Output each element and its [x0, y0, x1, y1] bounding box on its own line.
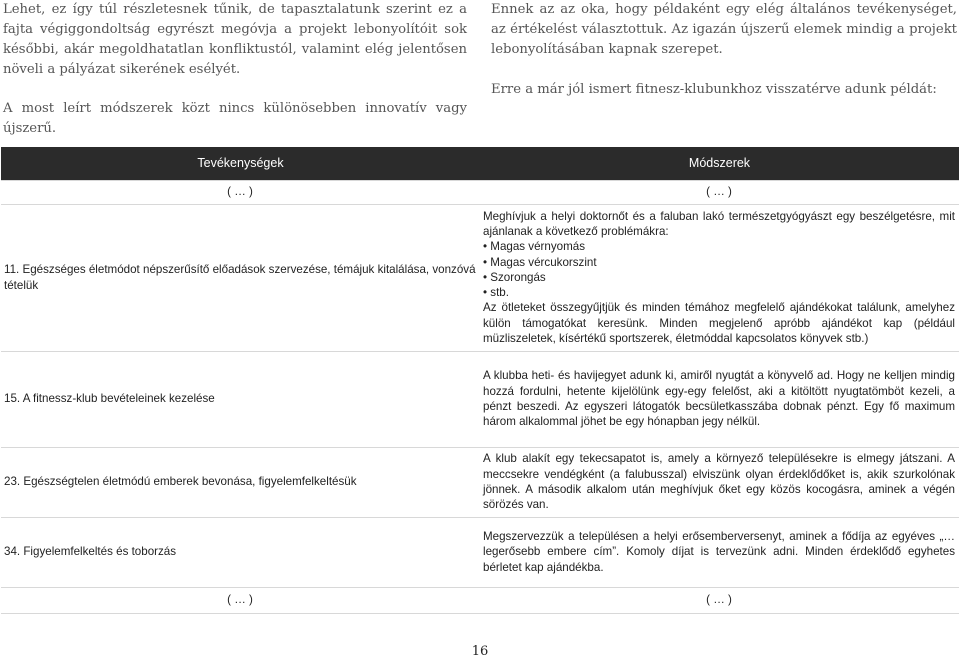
list-item: • stb.	[483, 285, 955, 300]
ellipsis-cell: ( … )	[1, 180, 480, 204]
ellipsis-cell: ( … )	[480, 180, 959, 204]
activity-cell: 23. Egészségtelen életmódú emberek bevonása, figyelemfelkeltésük	[1, 447, 480, 517]
ellipsis-cell: ( … )	[1, 587, 480, 613]
table-header-row	[1, 147, 959, 180]
method-cell: A klubba heti- és havijegyet adunk ki, amiről nyugtát a könyvelő ad. Hogy ne kelljen mindig hozzá fordulni, hetente kijelölünk egy-egy felelőst, aki a kitöltött nyugtatömböt kezeli, a pénzt beszedi. Az egyszeri látogatók becsületkasszába dobnak pénzt. Egy fő maximum három alkalommal jöhet be egy hónapban jegy nélkül.	[480, 351, 959, 447]
page-number: 16	[471, 644, 489, 659]
activity-cell: 15. A fitnessz-klub bevételeinek kezelése	[1, 351, 480, 447]
method-cell: A klub alakít egy tekecsapatot is, amely a környező településekre is elmegy játszani. A meccsekre vendégként (a falubusszal) elviszünk olyan érdeklődőket is, akik szurkolónak jönnek. A második alkalom után meghívjuk őket egy közös kocogásra, aminek a végén sörözés van.	[480, 447, 959, 517]
ellipsis-cell: ( … )	[480, 587, 959, 613]
method-outro: Az ötleteket összegyűjtjük és minden témához megfelelő ajándékokat találunk, amelyhez külön támogatókat keresünk. Minden megjelenő apróbb ajándékot kap (például müzliszeletek, kísértékű sportszerek, életmóddal kapcsolatos könyvek stb.)	[483, 301, 955, 346]
method-cell: Megszervezzük a településen a helyi erősemberversenyt, aminek a fődíja az egyéves „…legerősebb embere cím”. Komoly díjat is tervezünk adni. Minden érdeklődő egyhetes bérletet kap ajándékba.	[480, 517, 959, 587]
table-row-ellipsis-bottom	[1, 587, 959, 613]
list-item: • Szorongás	[483, 270, 955, 285]
activities-methods-table	[1, 147, 959, 614]
list-item: • Magas vércukorszint	[483, 255, 955, 270]
table-row	[1, 351, 959, 447]
header-methods: Módszerek	[480, 147, 959, 180]
right-paragraph-2: Erre a már jól ismert fitnesz-klubunkhoz visszatérve adunk példát:	[491, 82, 937, 97]
method-intro: Meghívjuk a helyi doktornőt és a faluban lakó természetgyógyászt egy beszélgetésre, mit ajánlanak a következő problémákra:	[483, 209, 955, 238]
activity-cell: 11. Egészséges életmódot népszerűsítő előadások szervezése, témájuk kitalálása, vonzóvá tételük	[1, 204, 480, 351]
table-row	[1, 204, 959, 351]
method-cell	[480, 204, 959, 351]
table-row	[1, 447, 959, 517]
activity-cell: 34. Figyelemfelkeltés és toborzás	[1, 517, 480, 587]
right-text-column	[491, 0, 957, 100]
right-paragraph-1: Ennek az az oka, hogy példaként egy elég általános tevékenységet, az értékelést választottuk. Az igazán újszerű elemek mindig a projekt lebonyolításában kapnak szerepet.	[491, 2, 957, 57]
left-text-column	[3, 0, 467, 139]
header-activities: Tevékenységek	[1, 147, 480, 180]
table-row-ellipsis-top	[1, 180, 959, 204]
left-paragraph-1: Lehet, ez így túl részletesnek tűnik, de tapasztalatunk szerint ez a fajta végiggondoltság egyrészt megóvja a projekt lebonyolítóit sok későbbi, akár megoldhatatlan konfliktustól, valamint elég jelentősen növeli a pályázat sikerének esélyét.	[3, 2, 467, 77]
list-item: • Magas vérnyomás	[483, 239, 955, 254]
left-paragraph-2: A most leírt módszerek közt nincs különösebben innovatív vagy újszerű.	[3, 101, 467, 136]
table-row	[1, 517, 959, 587]
method-bullet-list	[483, 239, 955, 300]
